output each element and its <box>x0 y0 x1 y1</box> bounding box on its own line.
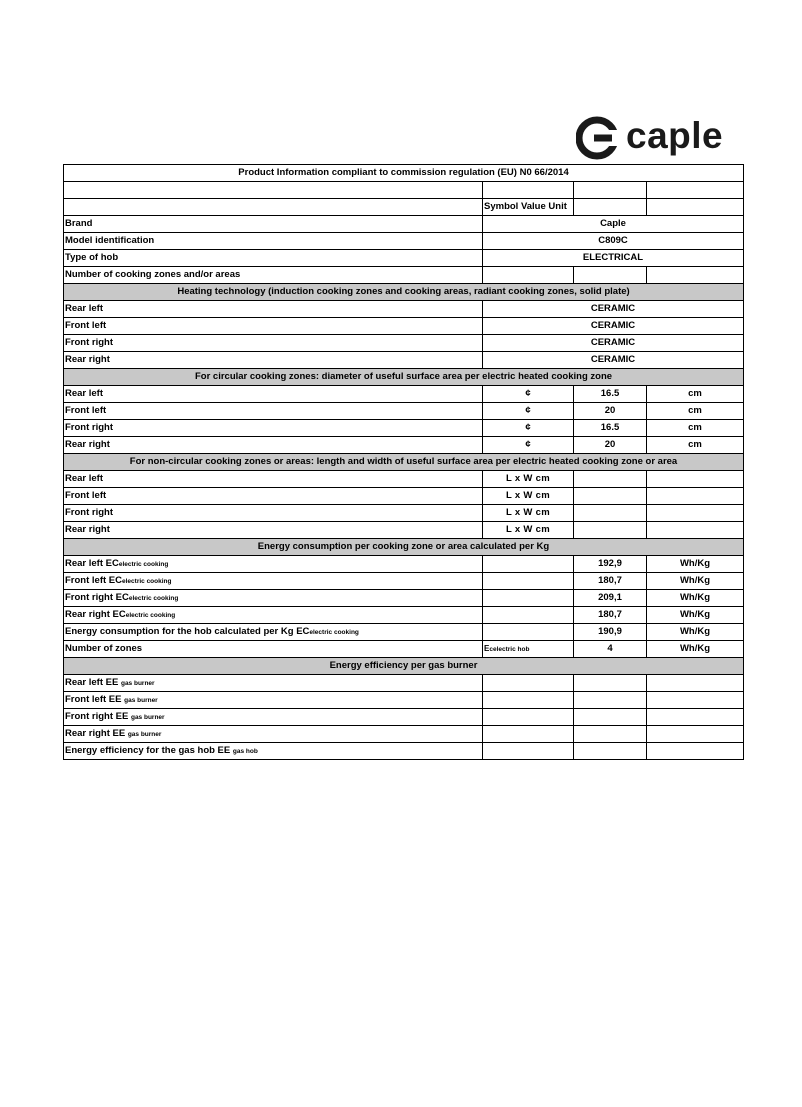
row-label: Rear left <box>64 471 483 488</box>
row-label: Rear right ECelectric cooking <box>64 607 483 624</box>
table-row <box>64 216 744 233</box>
table-row <box>64 590 744 607</box>
row-value: CERAMIC <box>483 352 744 369</box>
table-row <box>64 624 744 641</box>
unit-whkg: Wh/Kg <box>647 590 744 607</box>
row-label: Front left <box>64 403 483 420</box>
table-row <box>64 267 744 284</box>
zones-symbol: Ecelectric hob <box>483 641 574 658</box>
table-row <box>64 675 744 692</box>
section-header-gas <box>64 658 744 675</box>
row-label: Number of zones <box>64 641 483 658</box>
table-row <box>64 556 744 573</box>
table-row <box>64 352 744 369</box>
caple-logo-icon <box>576 116 622 160</box>
row-label: Rear right <box>64 522 483 539</box>
row-label: Front right EE gas burner <box>64 709 483 726</box>
table-row <box>64 607 744 624</box>
unit-whkg: Wh/Kg <box>647 641 744 658</box>
row-label: Rear right <box>64 352 483 369</box>
lwc-symbol: L x W cm <box>483 488 574 505</box>
row-label: Brand <box>64 216 483 233</box>
table-row <box>64 250 744 267</box>
title-row <box>64 165 744 182</box>
section-header-noncircular <box>64 454 744 471</box>
row-value: 190,9 <box>574 624 647 641</box>
row-value: 4 <box>574 641 647 658</box>
row-value: 16.5 <box>574 386 647 403</box>
row-value: C809C <box>483 233 744 250</box>
row-value: ELECTRICAL <box>483 250 744 267</box>
table-row <box>64 488 744 505</box>
table-row <box>64 726 744 743</box>
section-title: For circular cooking zones: diameter of useful surface area per electric heated cooking zone <box>64 369 744 386</box>
diameter-symbol: ¢ <box>483 386 574 403</box>
unit-whkg: Wh/Kg <box>647 573 744 590</box>
product-info-table <box>63 164 744 760</box>
row-value: CERAMIC <box>483 301 744 318</box>
row-label: Type of hob <box>64 250 483 267</box>
lwc-symbol: L x W cm <box>483 522 574 539</box>
table-row <box>64 709 744 726</box>
unit-cm: cm <box>647 420 744 437</box>
row-label: Rear left <box>64 301 483 318</box>
row-label: Front left EE gas burner <box>64 692 483 709</box>
row-label: Front right <box>64 420 483 437</box>
section-header-energy <box>64 539 744 556</box>
row-value: 180,7 <box>574 607 647 624</box>
caple-logo <box>576 116 726 160</box>
row-value: 192,9 <box>574 556 647 573</box>
row-value: 180,7 <box>574 573 647 590</box>
section-title: Energy consumption per cooking zone or area calculated per Kg <box>64 539 744 556</box>
symbol-value-unit-header: Symbol Value Unit <box>483 199 574 216</box>
lwc-symbol: L x W cm <box>483 471 574 488</box>
unit-cm: cm <box>647 386 744 403</box>
lwc-symbol: L x W cm <box>483 505 574 522</box>
row-label: Front left ECelectric cooking <box>64 573 483 590</box>
row-label: Front left <box>64 318 483 335</box>
section-title: Heating technology (induction cooking zones and cooking areas, radiant cooking zones, solid plate) <box>64 284 744 301</box>
row-label: Number of cooking zones and/or areas <box>64 267 483 284</box>
row-value: CERAMIC <box>483 335 744 352</box>
row-value: 20 <box>574 403 647 420</box>
row-value: 16.5 <box>574 420 647 437</box>
table-row <box>64 335 744 352</box>
section-title: For non-circular cooking zones or areas: length and width of useful surface area per electric heated cooking zone or area <box>64 454 744 471</box>
blank-row <box>64 182 744 199</box>
row-label: Rear left ECelectric cooking <box>64 556 483 573</box>
table-row <box>64 505 744 522</box>
table-row <box>64 437 744 454</box>
table-row <box>64 522 744 539</box>
row-label: Rear right EE gas burner <box>64 726 483 743</box>
table-row <box>64 471 744 488</box>
table-row <box>64 420 744 437</box>
row-label: Front left <box>64 488 483 505</box>
table-row <box>64 318 744 335</box>
table-row <box>64 573 744 590</box>
diameter-symbol: ¢ <box>483 403 574 420</box>
table-row <box>64 743 744 760</box>
unit-cm: cm <box>647 437 744 454</box>
diameter-symbol: ¢ <box>483 437 574 454</box>
row-label: Front right ECelectric cooking <box>64 590 483 607</box>
row-value: CERAMIC <box>483 318 744 335</box>
unit-whkg: Wh/Kg <box>647 624 744 641</box>
row-label: Rear left EE gas burner <box>64 675 483 692</box>
row-value: Caple <box>483 216 744 233</box>
caple-logo-text: caple <box>626 115 724 156</box>
row-label: Energy efficiency for the gas hob EE gas hob <box>64 743 483 760</box>
row-value: 20 <box>574 437 647 454</box>
section-header-heating <box>64 284 744 301</box>
row-value: 209,1 <box>574 590 647 607</box>
row-label: Energy consumption for the hob calculated per Kg ECelectric cooking <box>64 624 483 641</box>
unit-cm: cm <box>647 403 744 420</box>
table-row <box>64 301 744 318</box>
row-label: Model identification <box>64 233 483 250</box>
section-header-circular <box>64 369 744 386</box>
table-title: Product Information compliant to commission regulation (EU) N0 66/2014 <box>64 165 744 182</box>
table-row <box>64 403 744 420</box>
diameter-symbol: ¢ <box>483 420 574 437</box>
section-title: Energy efficiency per gas burner <box>64 658 744 675</box>
unit-whkg: Wh/Kg <box>647 607 744 624</box>
unit-whkg: Wh/Kg <box>647 556 744 573</box>
header-row <box>64 199 744 216</box>
table-row <box>64 641 744 658</box>
row-label: Front right <box>64 505 483 522</box>
row-label: Rear left <box>64 386 483 403</box>
table-row <box>64 386 744 403</box>
row-label: Front right <box>64 335 483 352</box>
table-row <box>64 692 744 709</box>
table-row <box>64 233 744 250</box>
row-label: Rear right <box>64 437 483 454</box>
